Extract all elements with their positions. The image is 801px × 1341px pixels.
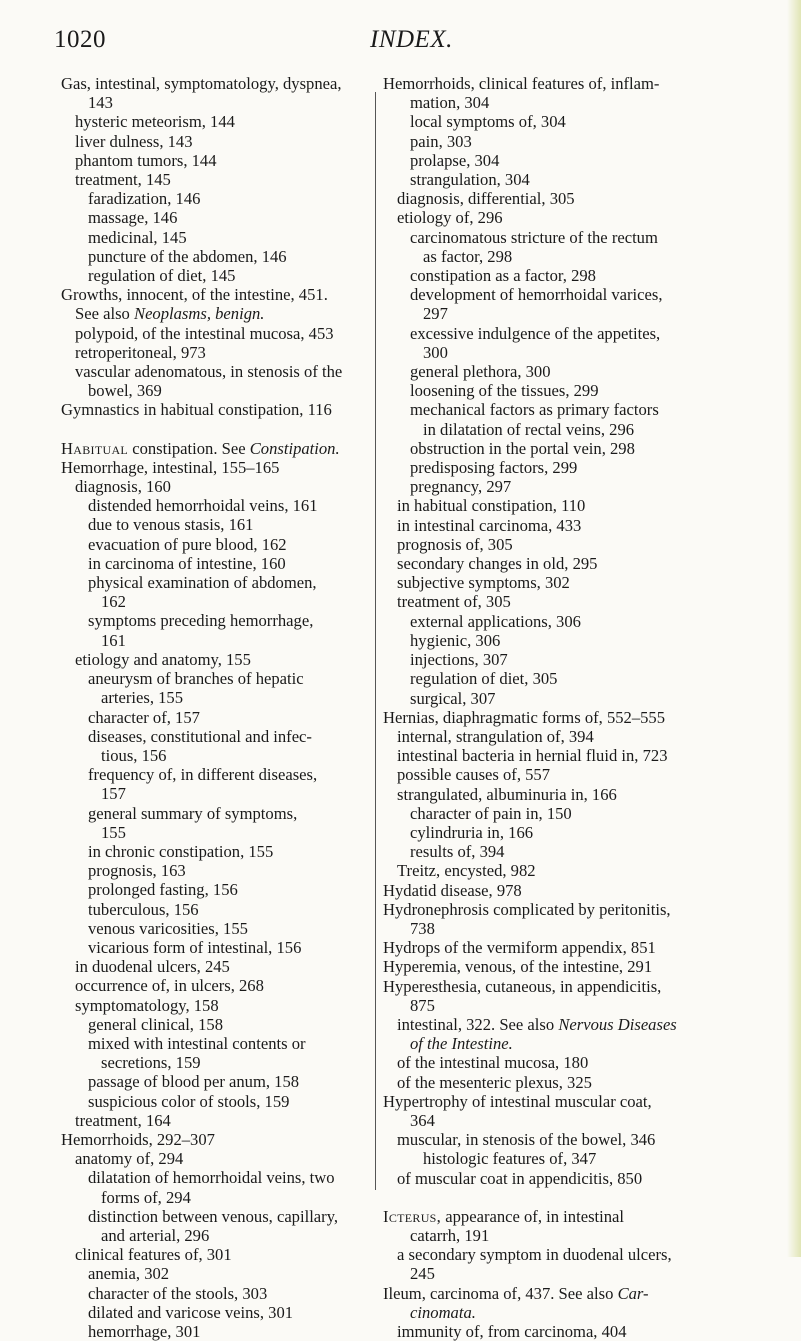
index-entry: character of, 157 (88, 707, 200, 727)
index-entry: treatment, 145 (75, 170, 171, 190)
index-entry: faradization, 146 (88, 189, 201, 209)
section-heading-word: Habitual (61, 438, 129, 458)
index-entry: etiology of, 296 (397, 208, 503, 228)
index-entry: Hyperesthesia, cutaneous, in appendicitis, (383, 976, 662, 996)
index-entry: Hemorrhoids, clinical features of, inflam- (383, 74, 660, 93)
index-entry: suspicious color of stools, 159 (88, 1091, 290, 1111)
index-entry: mation, 304 (410, 93, 490, 113)
index-entry: diseases, constitutional and infec- (88, 726, 312, 746)
index-entry: hysteric meteorism, 144 (75, 112, 235, 132)
index-entry: occurrence of, in ulcers, 268 (75, 976, 264, 996)
index-entry: intestinal bacteria in hernial fluid in, 723 (397, 746, 668, 766)
index-entry: 297 (423, 304, 448, 324)
index-entry: strangulation, 304 (410, 170, 530, 190)
index-entry: hygienic, 306 (410, 630, 501, 650)
index-entry: general plethora, 300 (410, 362, 551, 382)
index-entry: Hypertrophy of intestinal muscular coat, (383, 1091, 652, 1111)
index-entry: local symptoms of, 304 (410, 112, 566, 132)
index-entry: possible causes of, 557 (397, 765, 551, 785)
index-entry: Hydatid disease, 978 (383, 880, 522, 900)
index-entry: external applications, 306 (410, 611, 581, 631)
index-entry: vicarious form of intestinal, 156 (88, 937, 302, 957)
index-entry: mechanical factors as primary factors (410, 400, 659, 420)
index-entry: treatment of, 305 (397, 592, 511, 612)
index-entry: injections, 307 (410, 650, 508, 670)
index-entry (383, 1207, 710, 1226)
index-entry: Treitz, encysted, 982 (397, 861, 536, 881)
index-entry: prognosis of, 305 (397, 534, 513, 554)
index-entry: constipation as a factor, 298 (410, 266, 596, 286)
page-number: 1020 (54, 26, 106, 53)
entry-text: appearance of, in intestinal (445, 1206, 625, 1226)
index-entry: 875 (410, 995, 435, 1015)
index-entry: forms of, 294 (101, 1187, 191, 1207)
index-entry: results of, 394 (410, 842, 505, 862)
index-entry: retroperitoneal, 973 (75, 342, 206, 362)
index-entry: Hemorrhoids, 292–307 (61, 1129, 215, 1149)
index-entry: anemia, 302 (88, 1264, 170, 1284)
index-entry: passage of blood per anum, 158 (88, 1072, 300, 1092)
index-entry: physical examination of abdomen, (88, 573, 317, 593)
index-entry: cinomata. (410, 1302, 476, 1322)
index-entry: in carcinoma of intestine, 160 (88, 553, 286, 573)
index-entry: bowel, 369 (88, 381, 162, 401)
index-entry: medicinal, 145 (88, 227, 187, 247)
index-entry: Gymnastics in habitual constipation, 116 (61, 400, 332, 420)
index-entry: diagnosis, differential, 305 (397, 189, 575, 209)
cross-reference: Constipation. (249, 438, 340, 458)
index-entry: and arterial, 296 (101, 1225, 210, 1245)
index-entry: in intestinal carcinoma, 433 (397, 515, 582, 535)
index-entry: 161 (101, 630, 126, 650)
index-entry: Growths, innocent, of the intestine, 451. (61, 285, 328, 305)
index-entry: pain, 303 (410, 131, 472, 151)
index-entry: general clinical, 158 (88, 1014, 223, 1034)
index-entry: of the intestinal mucosa, 180 (397, 1053, 589, 1073)
index-column-left (61, 74, 374, 1341)
index-entry: Hemorrhage, intestinal, 155–165 (61, 457, 280, 477)
index-entry: 157 (101, 784, 126, 804)
index-entry: massage, 146 (88, 208, 178, 228)
index-entry: obstruction in the portal vein, 298 (410, 438, 635, 458)
index-entry (383, 1015, 710, 1034)
index-entry: carcinomatous stricture of the rectum (410, 227, 658, 247)
index-entry: distinction between venous, capillary, (88, 1206, 339, 1226)
index-entry: subjective symptoms, 302 (397, 573, 570, 593)
index-entry: in duodenal ulcers, 245 (75, 957, 230, 977)
index-entry: polypoid, of the intestinal mucosa, 453 (75, 323, 334, 343)
index-entry: excessive indulgence of the appetites, (410, 323, 661, 343)
index-entry: catarrh, 191 (410, 1225, 490, 1245)
index-entry: internal, strangulation of, 394 (397, 726, 594, 746)
section-heading-word: Icterus, (383, 1206, 442, 1226)
index-entry: of the mesenteric plexus, 325 (397, 1072, 592, 1092)
index-entry: prolapse, 304 (410, 150, 500, 170)
index-entry: dilatation of hemorrhoidal veins, two (88, 1168, 335, 1188)
section-gap (61, 420, 374, 439)
index-entry: prolonged fasting, 156 (88, 880, 238, 900)
index-entry: 162 (101, 592, 126, 612)
index-entry: distended hemorrhoidal veins, 161 (88, 496, 318, 516)
section-gap (383, 1188, 710, 1207)
index-entry: strangulated, albuminuria in, 166 (397, 784, 617, 804)
index-entry: in habitual constipation, 110 (397, 496, 586, 516)
index-entry: histologic features of, 347 (423, 1149, 597, 1169)
index-entry: of muscular coat in appendicitis, 850 (397, 1168, 643, 1188)
index-entry: character of pain in, 150 (410, 803, 572, 823)
index-column-right (383, 74, 710, 1341)
index-entry: pregnancy, 297 (410, 477, 512, 497)
cross-reference: Car- (617, 1283, 649, 1303)
index-entry: 143 (88, 93, 113, 113)
index-entry: Hydronephrosis complicated by peritonitis, (383, 899, 671, 919)
page-header (52, 26, 752, 56)
index-entry: loosening of the tissues, 299 (410, 381, 599, 401)
index-entry: 738 (410, 918, 435, 938)
index-entry: immunity of, from carcinoma, 404 (397, 1322, 627, 1341)
index-entry: 155 (101, 822, 126, 842)
index-entry: evacuation of pure blood, 162 (88, 534, 287, 554)
index-entry: symptoms preceding hemorrhage, (88, 611, 314, 631)
column-divider (375, 92, 376, 1190)
index-entry: muscular, in stenosis of the bowel, 346 (397, 1130, 656, 1150)
index-entry: venous varicosities, 155 (88, 918, 248, 938)
see-also-label: See also (75, 304, 130, 324)
index-entry: Gas, intestinal, symptomatology, dyspnea, (61, 74, 342, 93)
index-entry: of the Intestine. (410, 1034, 513, 1054)
index-entry: development of hemorrhoidal varices, (410, 285, 663, 305)
index-entry: regulation of diet, 305 (410, 669, 558, 689)
cross-reference: Nervous Diseases (558, 1014, 677, 1034)
index-entry: symptomatology, 158 (75, 995, 219, 1015)
index-entry: general summary of symptoms, (88, 803, 298, 823)
index-entry: 364 (410, 1110, 435, 1130)
index-entry: prognosis, 163 (88, 861, 186, 881)
index-entry: tious, 156 (101, 745, 167, 765)
index-entry: treatment, 164 (75, 1110, 171, 1130)
page-edge-shading (787, 0, 801, 1257)
index-entry: regulation of diet, 145 (88, 266, 236, 286)
index-entry: tuberculous, 156 (88, 899, 199, 919)
index-entry: arteries, 155 (101, 688, 184, 708)
index-entry: mixed with intestinal contents or (88, 1033, 306, 1053)
index-entry: a secondary symptom in duodenal ulcers, (397, 1245, 672, 1265)
index-entry: vascular adenomatous, in stenosis of the (75, 362, 343, 382)
index-entry: surgical, 307 (410, 688, 496, 708)
entry-text: constipation. See (132, 438, 246, 458)
index-entry: secondary changes in old, 295 (397, 554, 598, 574)
entry-text: Ileum, carcinoma of, 437. See also (383, 1283, 614, 1303)
index-entry: liver dulness, 143 (75, 131, 193, 151)
index-entry: frequency of, in different diseases, (88, 765, 318, 785)
index-entry: dilated and varicose veins, 301 (88, 1302, 294, 1322)
index-entry: cylindruria in, 166 (410, 822, 534, 842)
entry-text: intestinal, 322. See also (397, 1014, 555, 1034)
index-entry: diagnosis, 160 (75, 477, 171, 497)
index-entry: character of the stools, 303 (88, 1283, 268, 1303)
index-entry: aneurysm of branches of hepatic (88, 669, 304, 689)
index-entry: in chronic constipation, 155 (88, 841, 274, 861)
index-entry: anatomy of, 294 (75, 1149, 184, 1169)
index-entry: secretions, 159 (101, 1053, 201, 1073)
index-entry: Hernias, diaphragmatic forms of, 552–555 (383, 707, 666, 727)
index-entry (61, 304, 374, 323)
index-entry (61, 439, 374, 458)
index-entry: as factor, 298 (423, 246, 513, 266)
index-entry: 245 (410, 1264, 435, 1284)
index-entry: clinical features of, 301 (75, 1245, 232, 1265)
index-entry: predisposing factors, 299 (410, 458, 578, 478)
index-entry: Hyperemia, venous, of the intestine, 291 (383, 957, 653, 977)
index-entry (383, 1284, 710, 1303)
index-entry: hemorrhage, 301 (88, 1322, 201, 1341)
cross-reference: Neoplasms, benign. (134, 304, 265, 324)
index-entry: puncture of the abdomen, 146 (88, 246, 287, 266)
index-entry: Hydrops of the vermiform appendix, 851 (383, 938, 656, 958)
index-entry: etiology and anatomy, 155 (75, 649, 251, 669)
index-entry: in dilatation of rectal veins, 296 (423, 419, 635, 439)
index-entry: due to venous stasis, 161 (88, 515, 254, 535)
index-entry: 300 (423, 342, 448, 362)
running-head: INDEX. (370, 26, 453, 53)
index-entry: phantom tumors, 144 (75, 150, 217, 170)
